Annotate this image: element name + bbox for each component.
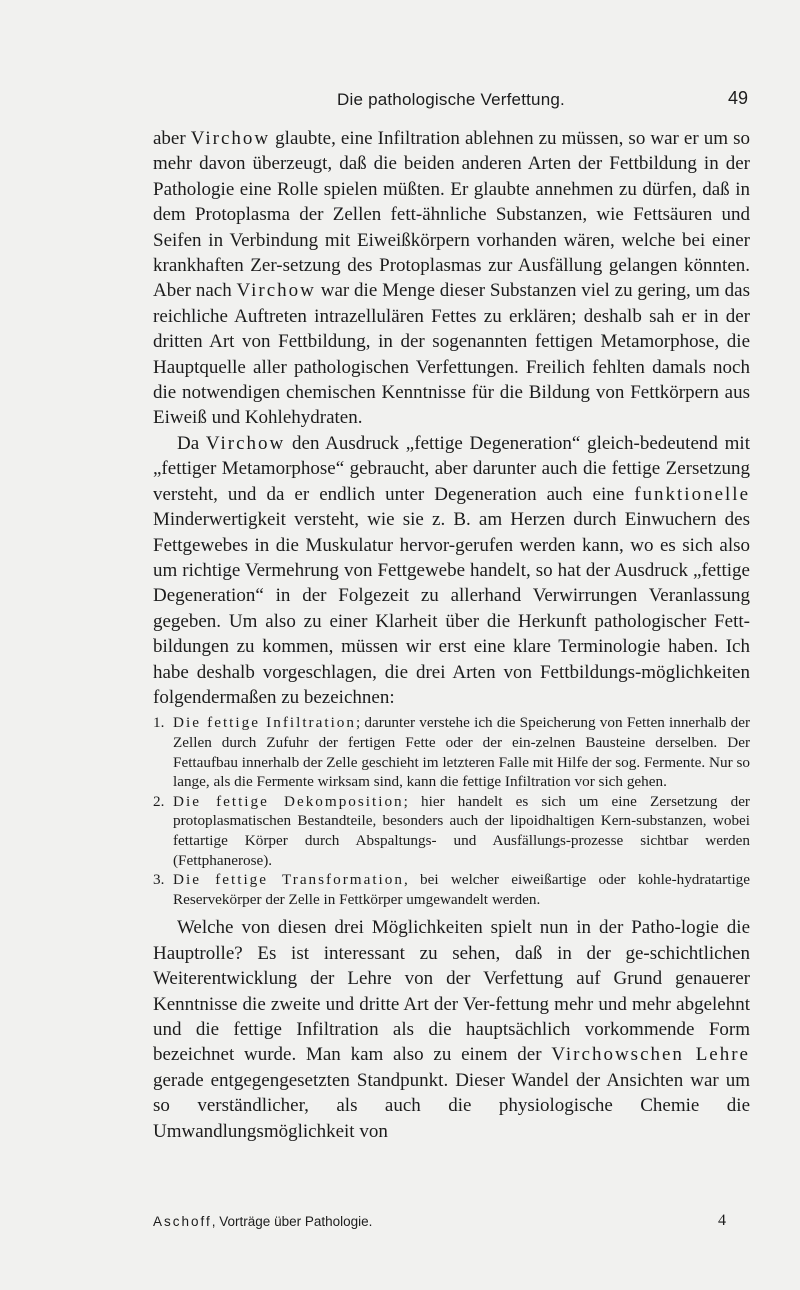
text-run: war die Menge dieser Substanzen viel zu gering, um das reichliche Auftreten intrazellulären Fettes zu erklären; deshalb sah er in der dritten Art von Fettbildung, in der sogenannten fettigen Metamorphose, die Hauptquelle aller pathologischen Verfettungen. Freilich fehlten damals noch die notwendigen chemischen Kenntnisse für die Bildung von Fettkörpern aus Eiweiß und Kohlehydraten. (153, 280, 750, 429)
running-title: Die pathologische Verfettung. (337, 90, 565, 109)
list-item (153, 713, 750, 791)
numbered-list (153, 713, 750, 909)
list-item (153, 870, 750, 909)
text-run: Da (177, 432, 206, 454)
page-number: 49 (727, 88, 748, 108)
text-run: aber (153, 128, 191, 149)
emphasis: Virchowschen Lehre (551, 1044, 750, 1066)
author-name: Virchow (236, 280, 316, 302)
list-text: ; darunter verstehe ich die Speicherung von Fetten innerhalb der Zellen durch Zufuhr der fertigen Fette oder der ein-zelnen Bausteine derselben. Der Fettaufbau innerhalb der Zelle geschieht im letzteren Falle mit Hilfe der sog. Fermente. Nur so lange, als die Fermente wirksam sind, kann die fettige Infiltration vor sich gehen. (173, 714, 750, 791)
footer-source: , Vorträge über Pathologie. (211, 1214, 373, 1229)
emphasis: funktionelle (634, 483, 750, 505)
source-note (153, 1214, 372, 1229)
list-term: Die fettige Transformation (173, 871, 404, 889)
list-item (153, 792, 750, 870)
author-name: Virchow (205, 432, 286, 454)
signature-mark: 4 (718, 1212, 726, 1229)
text-run: Minderwertigkeit versteht, wie sie z. B. am Herzen durch Einwuchern des Fettgewebes in die Muskulatur hervor-gerufen werden kann, wo es sich also um richtige Vermehrung von Fettgewebe handelt, so hat der Ausdruck „fettige Degeneration“ in der Folgezeit zu allerhand Verwirrungen Veranlassung gegeben. Um also zu einer Klarheit über die Herkunft pathologischer Fett-bildungen zu kommen, müssen wir erst eine klare Terminologie haben. Ich habe deshalb vorgeschlagen, die drei Arten von Fettbildungs-möglichkeiten folgendermaßen zu bezeichnen: (153, 509, 750, 708)
page-body (153, 126, 750, 1144)
text-run: glaubte, eine Infiltration ablehnen zu müssen, so war er um so mehr davon überzeugt, daß die beiden anderen Arten der Fettbildung in der Pathologie eine Rolle spielen müßten. Er glaubte annehmen zu dürfen, daß in dem Protoplasma der Zellen fett-ähnliche Substanzen, wie Fettsäuren und Seifen in Verbindung mit Eiweißkörpern vorhanden wären, welche bei einer krankhaften Zer-setzung des Protoplasmas zur Ausfällung gelangen könnten. Aber nach (153, 128, 750, 302)
footer-author: Aschoff (153, 1214, 212, 1229)
list-text: , bei welcher eiweißartige oder kohle-hydratartige Reservekörper der Zelle in Fettkörper umgewandelt werden. (173, 871, 750, 908)
list-number: 2. (153, 792, 165, 810)
page-footer (153, 1212, 750, 1236)
text-run: den Ausdruck „fettige Degeneration“ gleich-bedeutend mit „fettiger Metamorphose“ gebraucht, aber darunter auch die fettige Zersetzung versteht, und da er endlich unter Degeneration auch eine (153, 432, 750, 505)
list-term: Die fettige Infiltration (173, 714, 356, 732)
paragraph (153, 126, 750, 431)
list-number: 1. (153, 714, 165, 732)
paragraph (153, 431, 750, 710)
running-header (152, 88, 750, 114)
text-run: gerade entgegengesetzten Standpunkt. Dieser Wandel der Ansichten war um so verständlicher, als auch die physiologische Chemie die Umwandlungsmöglichkeit von (153, 1069, 750, 1142)
list-text: ; hier handelt es sich um eine Zersetzung der protoplasmatischen Bestandteile, besonders auch der lipoidhaltigen Kern-substanzen, wobei fettartige Körper durch Abspaltungs- und Ausfällungs-prozesse sichtbar werden (Fettphanerose). (173, 792, 750, 869)
list-term: Die fettige Dekomposition (173, 792, 404, 810)
text-run: Welche von diesen drei Möglichkeiten spielt nun in der Patho-logie die Hauptrolle? Es ist interessant zu sehen, daß in der ge-schichtlichen Weiterentwicklung der Lehre von der Verfettung auf Grund genauerer Kenntnisse die zweite und dritte Art der Ver-fettung mehr und mehr abgelehnt und die fettige Infiltration als die hauptsächlich vorkommende Form bezeichnet wurde. Man kam also zu einem der (153, 917, 750, 1066)
paragraph (153, 915, 750, 1144)
author-name: Virchow (190, 128, 271, 149)
list-number: 3. (153, 871, 165, 889)
